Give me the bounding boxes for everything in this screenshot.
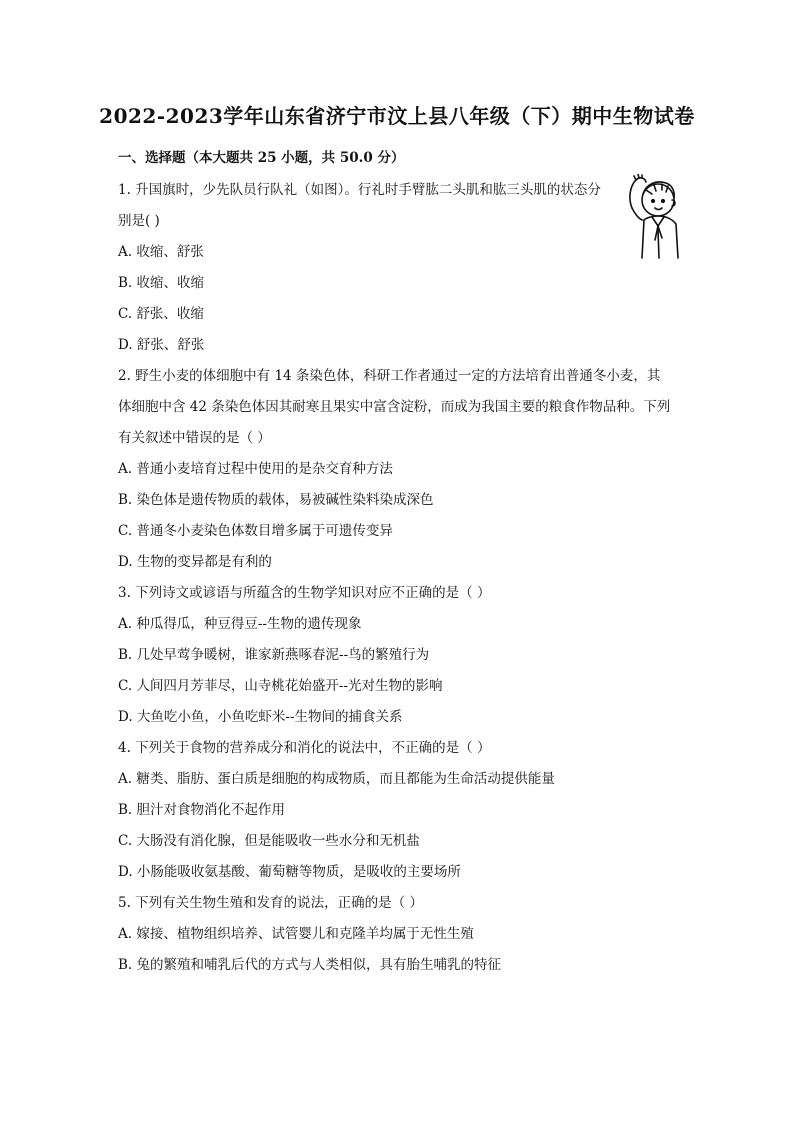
question-5-option-a: A. 嫁接、植物组织培养、试管婴儿和克隆羊均属于无性生殖 [118,926,474,942]
question-2-stem-line-1: 2. 野生小麦的体细胞中有 14 条染色体，科研工作者通过一定的方法培育出普通冬小麦，其 [118,368,661,384]
question-2-option-b: B. 染色体是遗传物质的载体，易被碱性染料染成深色 [118,492,434,508]
question-5-option-b: B. 兔的繁殖和哺乳后代的方式与人类相似，具有胎生哺乳的特征 [118,957,502,973]
question-2-option-a: A. 普通小麦培育过程中使用的是杂交育种方法 [118,461,393,477]
section-heading: 一、选择题（本大题共 25 小题，共 50.0 分） [118,150,405,166]
question-1-option-c: C. 舒张、收缩 [118,306,204,322]
question-5-stem: 5. 下列有关生物生殖和发育的说法，正确的是（ ） [118,895,423,911]
question-4-stem: 4. 下列关于食物的营养成分和消化的说法中，不正确的是（ ） [118,740,491,756]
question-3-option-d: D. 大鱼吃小鱼，小鱼吃虾米--生物间的捕食关系 [118,709,403,725]
question-1-stem-line-2: 别是( ) [118,213,160,229]
saluting-student-figure [622,174,684,260]
question-2-option-c: C. 普通冬小麦染色体数目增多属于可遗传变异 [118,523,393,539]
question-3-option-b: B. 几处早莺争暖树，谁家新燕啄春泥--鸟的繁殖行为 [118,647,430,663]
question-3-option-c: C. 人间四月芳菲尽，山寺桃花始盛开--光对生物的影响 [118,678,443,694]
question-2-stem-line-3: 有关叙述中错误的是（ ） [118,430,271,446]
page-title: 2022-2023学年山东省济宁市汶上县八年级（下）期中生物试卷 [99,104,695,128]
question-1-stem-line-1: 1. 升国旗时，少先队员行队礼（如图）。行礼时手臂肱二头肌和肱三头肌的状态分 [118,182,601,198]
question-1-option-a: A. 收缩、舒张 [118,244,204,260]
question-2-stem-line-2: 体细胞中含 42 条染色体因其耐寒且果实中富含淀粉，而成为我国主要的粮食作物品种。下列 [118,399,671,415]
question-4-option-a: A. 糖类、脂肪、蛋白质是细胞的构成物质，而且都能为生命活动提供能量 [118,771,555,787]
question-4-option-b: B. 胆汁对食物消化不起作用 [118,802,286,818]
question-1-option-b: B. 收缩、收缩 [118,275,205,291]
question-1-option-d: D. 舒张、舒张 [118,337,205,353]
question-3-stem: 3. 下列诗文或谚语与所蕴含的生物学知识对应不正确的是（ ） [118,585,491,601]
question-2-option-d: D. 生物的变异都是有利的 [118,554,272,570]
question-4-option-c: C. 大肠没有消化腺，但是能吸收一些水分和无机盐 [118,833,420,849]
question-3-option-a: A. 种瓜得瓜，种豆得豆--生物的遗传现象 [118,616,362,632]
question-4-option-d: D. 小肠能吸收氨基酸、葡萄糖等物质，是吸收的主要场所 [118,864,461,880]
